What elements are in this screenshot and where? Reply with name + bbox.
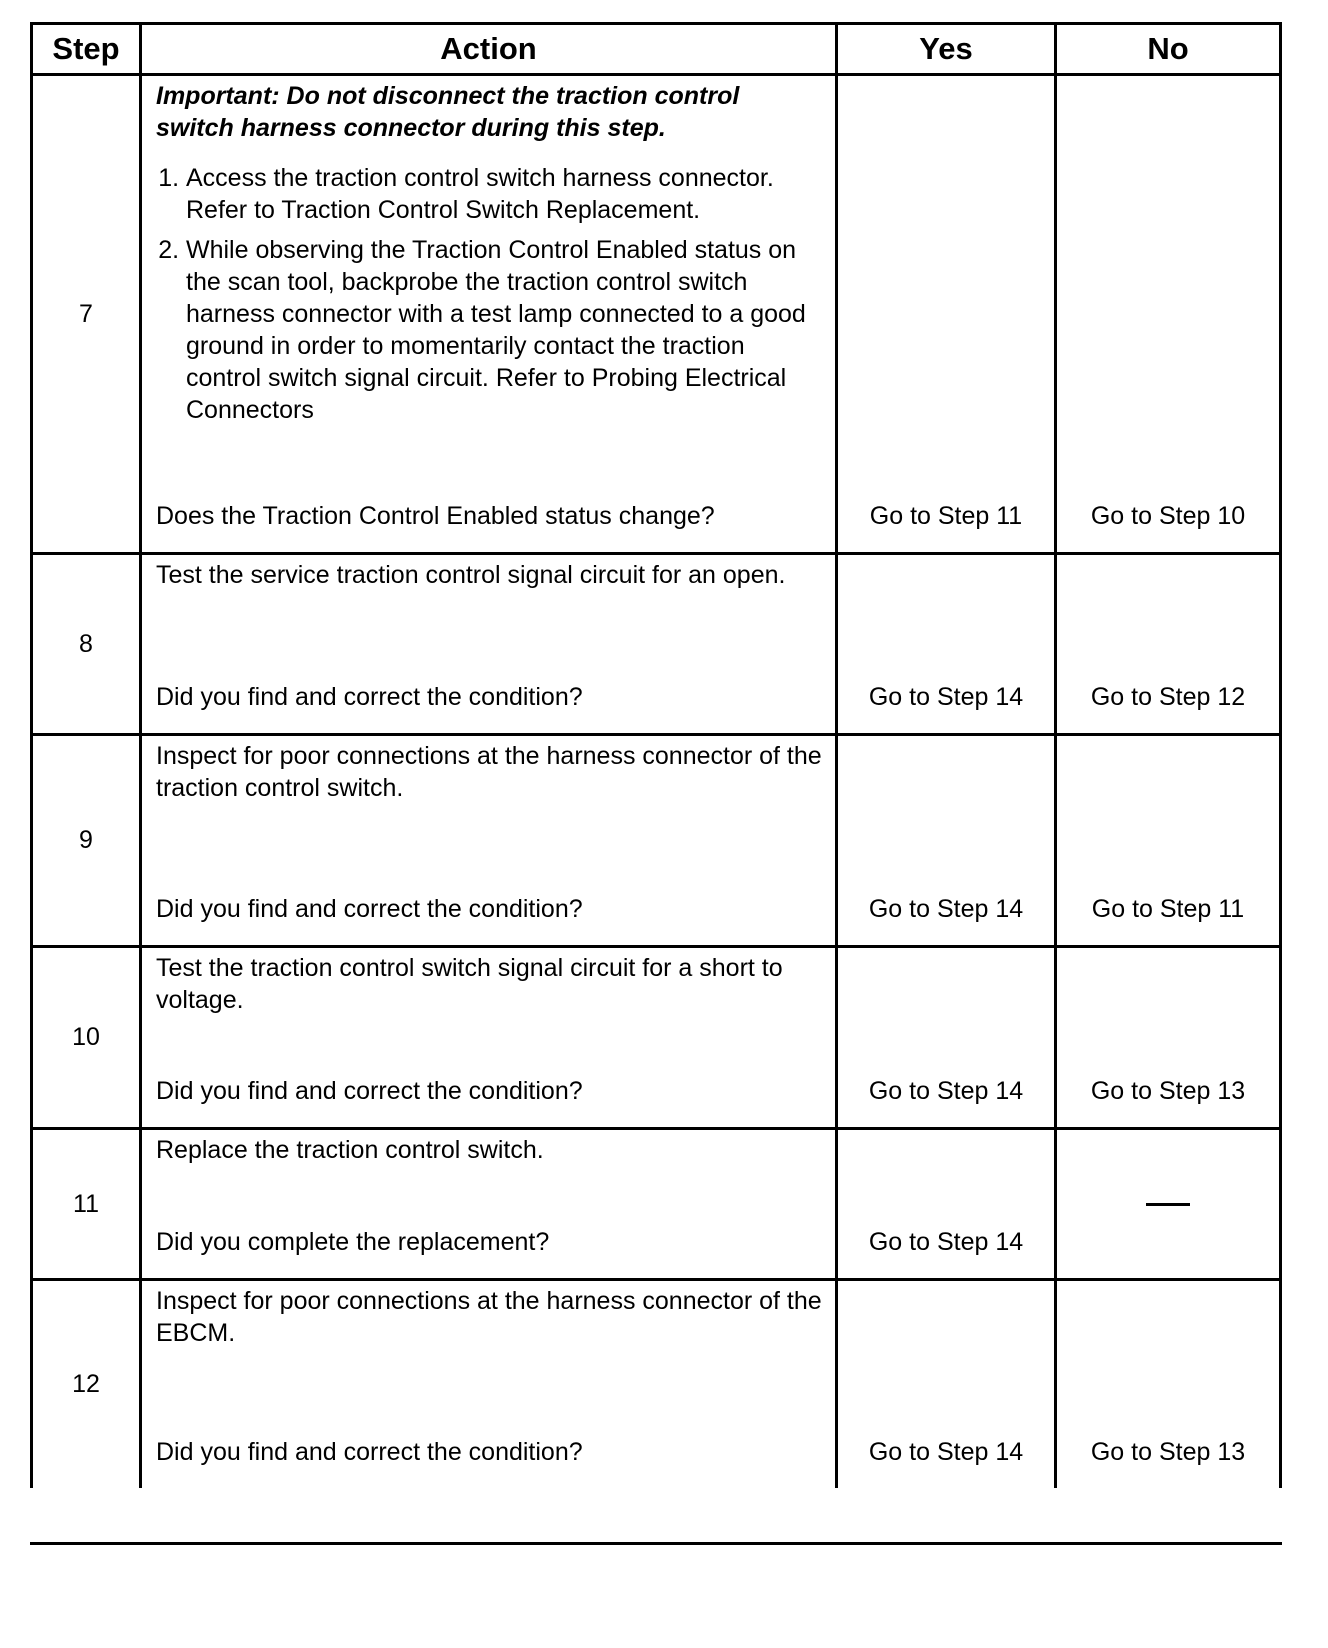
no-answer: Go to Step 11 [1091,895,1245,923]
no-answer [1057,1130,1279,1278]
diagnostic-table [30,22,1282,1488]
question-text: Does the Traction Control Enabled status change? [156,502,715,530]
step-number: 9 [33,736,142,945]
table-row [33,948,1279,1130]
question-text: Did you find and correct the condition? [156,1438,583,1466]
action-cell [142,736,838,945]
no-answer: Go to Step 13 [1090,1077,1246,1105]
action-cell [142,1130,838,1278]
dash-mark [1146,1203,1190,1206]
step-number: 11 [33,1130,142,1278]
table-bottom-rule [30,1542,1282,1545]
action-text: Test the service traction control signal circuit for an open. [156,561,786,589]
procedure-item: 1. Access the traction control switch harness connector. Refer to Traction Control Switch Replacement. [186,162,823,226]
table-row [33,736,1279,948]
header-yes: Yes [838,25,1057,73]
question-text: Did you find and correct the condition? [156,683,583,711]
yes-answer: Go to Step 14 [838,1130,1057,1278]
step-number: 7 [33,76,142,552]
no-answer: Go to Step 13 [1090,1438,1246,1466]
important-note: Important: Do not disconnect the traction control switch harness connector during this step. [156,82,740,142]
yes-answer: Go to Step 14 [838,1281,1057,1488]
action-text: Inspect for poor connections at the harness connector of the EBCM. [156,1287,822,1347]
procedure-list [156,162,823,434]
action-text: Test the traction control switch signal circuit for a short to voltage. [156,954,783,1014]
procedure-item: 2. While observing the Traction Control Enabled status on the scan tool, backprobe the traction control switch harness connector with a test lamp connected to a good ground in order to momentarily contact the traction control switch signal circuit. Refer to Probing Electrical Connectors [186,234,823,426]
yes-answer: Go to Step 14 [838,555,1057,733]
header-no: No [1147,31,1189,66]
question-text: Did you find and correct the condition? [156,895,583,923]
no-answer: Go to Step 10 [1090,502,1246,530]
header-action: Action [142,25,838,73]
question-text: Did you complete the replacement? [156,1228,550,1256]
action-text: Replace the traction control switch. [156,1136,544,1164]
no-answer: Go to Step 12 [1090,683,1246,711]
yes-answer: Go to Step 11 [838,76,1057,552]
table-row [33,1130,1279,1281]
table-row [33,76,1279,555]
question-text: Did you find and correct the condition? [156,1077,583,1105]
header-step: Step [33,25,142,73]
table-header [33,25,1279,76]
action-cell [142,76,838,552]
action-cell [142,948,838,1127]
yes-answer: Go to Step 14 [838,948,1057,1127]
table-row [33,555,1279,736]
step-number: 8 [33,555,142,733]
table-row [33,1281,1279,1488]
yes-answer: Go to Step 14 [838,736,1057,945]
action-text: Inspect for poor connections at the harness connector of the traction control switch. [156,742,822,802]
step-number: 10 [33,948,142,1127]
action-cell [142,555,838,733]
action-cell [142,1281,838,1488]
step-number: 12 [33,1281,142,1488]
